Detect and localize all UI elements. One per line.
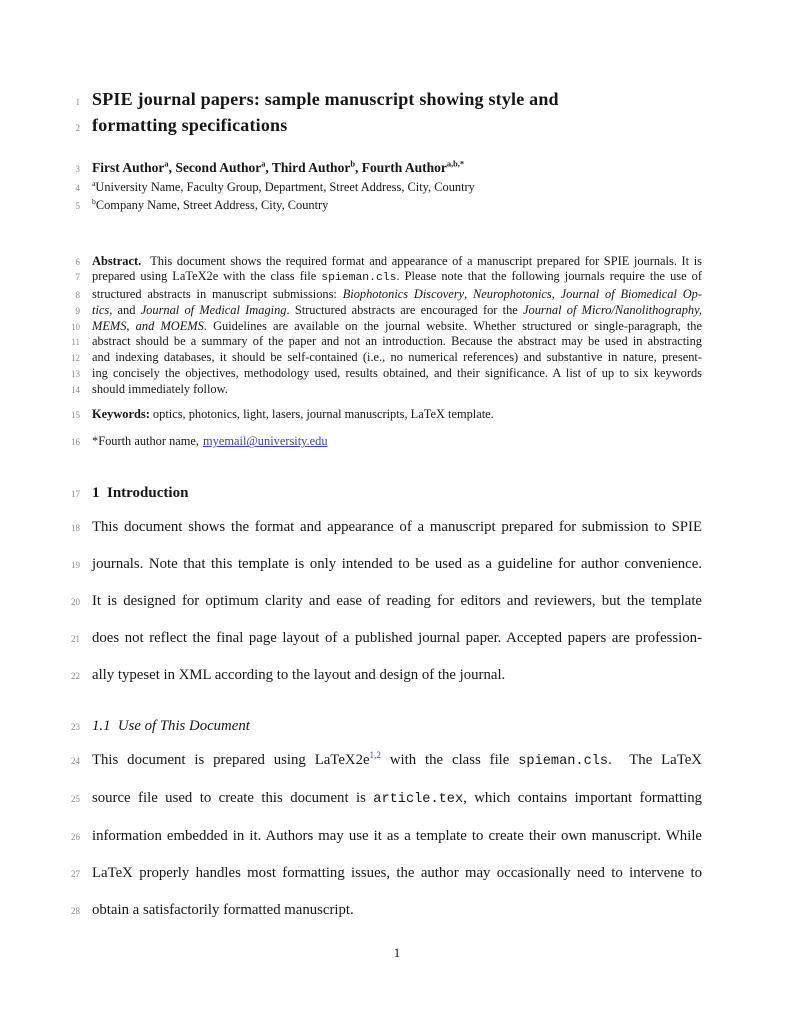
text-segment: LaTeX properly handles most formatting issues, the author may occasionally need to intervene to (92, 865, 702, 882)
text-segment: tics (92, 302, 110, 317)
manuscript-line-19 (0, 546, 794, 583)
line-number: 14 (71, 384, 80, 395)
manuscript-line-11 (0, 334, 794, 350)
line-text (80, 742, 702, 780)
line-number: 6 (75, 256, 80, 267)
manuscript-line-23 (0, 716, 794, 736)
text-segment: SPIE journal papers: sample manuscript showing style and (92, 89, 559, 109)
text-segment: 1.1 Use of This Document (92, 718, 250, 735)
text-segment: , and (109, 302, 141, 317)
text-segment: , (464, 287, 474, 302)
line-text (80, 483, 702, 503)
line-number: 26 (71, 832, 80, 843)
text-segment: spieman.cls (321, 272, 397, 285)
manuscript-line-24 (0, 742, 794, 780)
line-text (80, 818, 702, 855)
line-number: 15 (71, 409, 80, 420)
text-segment: information embedded in it. Authors may use it as a template to create their own manuscript. While (92, 828, 702, 845)
text-segment: b (350, 159, 355, 169)
text-segment: University Name, Faculty Group, Department, Street Address, City, Country (95, 179, 475, 194)
line-number: 19 (71, 560, 80, 571)
manuscript-line-22 (0, 657, 794, 694)
email-link[interactable]: myemail@university.edu (203, 434, 328, 449)
manuscript-line-3 (0, 159, 794, 178)
manuscript-line-14 (0, 382, 794, 398)
line-text (80, 407, 702, 423)
text-segment: 1 Introduction (92, 485, 189, 502)
text-segment: formatting specifications (92, 115, 288, 135)
text-segment: obtain a satisfactorily formatted manuscript. (92, 902, 354, 919)
text-segment: . Please note that the following journals require the use of (396, 269, 702, 284)
text-segment: It is designed for optimum clarity and ease of reading for editors and reviewers, but the template (92, 593, 702, 610)
line-text (80, 287, 702, 303)
text-segment: , Fourth Author (354, 160, 447, 175)
manuscript-line-26 (0, 818, 794, 855)
text-segment: structured abstracts in manuscript submissions: (92, 287, 343, 302)
line-number: 8 (75, 290, 80, 301)
manuscript-line-1 (0, 86, 794, 112)
text-segment: optics, photonics, light, lasers, journal manuscripts, LaTeX template. (149, 406, 494, 421)
text-segment: . The LaTeX (608, 752, 702, 769)
manuscript-line-5 (0, 196, 794, 214)
line-number: 22 (71, 671, 80, 682)
text-segment: a (92, 178, 96, 188)
manuscript-line-10 (0, 319, 794, 335)
text-segment: a,b,* (446, 159, 465, 169)
line-number: 7 (75, 272, 80, 283)
line-text (80, 269, 702, 287)
line-number: 20 (71, 597, 80, 608)
text-segment: ally typeset in XML according to the layout and design of the journal. (92, 667, 506, 684)
line-text (80, 780, 702, 818)
line-text (80, 112, 702, 138)
line-number: 5 (75, 200, 80, 211)
line-text (80, 855, 702, 892)
manuscript-line-8 (0, 287, 794, 303)
text-segment: a (261, 159, 266, 169)
text-segment: does not reflect the final page layout of a published journal paper. Accepted papers are profession- (92, 630, 702, 647)
line-text (80, 509, 702, 546)
manuscript-line-16 (0, 434, 794, 450)
text-segment: This document shows the format and appearance of a manuscript prepared for submission to SPIE (92, 519, 702, 536)
text-segment: Journal of Medical Imaging (140, 302, 287, 317)
line-number: 2 (75, 123, 80, 133)
line-number: 23 (71, 722, 80, 733)
text-segment: a (164, 159, 169, 169)
text-segment: , (551, 287, 561, 302)
line-text (80, 583, 702, 620)
line-text (80, 546, 702, 583)
manuscript-line-25 (0, 780, 794, 818)
manuscript-line-27 (0, 855, 794, 892)
line-text (80, 178, 702, 196)
manuscript-line-4 (0, 178, 794, 196)
line-text (80, 382, 702, 398)
line-text (80, 366, 702, 382)
line-number: 3 (75, 164, 80, 174)
manuscript-line-18 (0, 509, 794, 546)
text-segment: . Guidelines are available on the journal website. Whether structured or single-paragraph, the (203, 318, 702, 333)
line-number: 4 (75, 182, 80, 193)
line-text (80, 334, 702, 350)
line-number: 9 (75, 305, 80, 316)
manuscript-line-12 (0, 350, 794, 366)
line-number: 17 (71, 489, 80, 500)
manuscript-line-15 (0, 407, 794, 423)
manuscript-line-2 (0, 112, 794, 138)
page-number: 1 (393, 945, 401, 961)
text-segment: MEMS, and MOEMS (92, 318, 204, 333)
line-number: 27 (71, 869, 80, 880)
line-text (80, 303, 702, 319)
text-segment: Journal of Micro/Nanolithography, (523, 302, 703, 317)
text-segment: Journal of Biomedical Op- (560, 287, 702, 302)
line-number: 25 (71, 794, 80, 805)
text-segment: Neurophotonics (473, 287, 552, 302)
text-segment: First Author (92, 160, 165, 175)
manuscript-line-20 (0, 583, 794, 620)
text-segment: This document is prepared using LaTeX2e (92, 752, 370, 769)
line-number: 16 (71, 437, 80, 448)
line-text (80, 350, 702, 366)
text-segment: prepared using LaTeX2e with the class file (92, 269, 322, 284)
text-segment: . Structured abstracts are encouraged for the (286, 302, 524, 317)
text-segment: *Fourth author name, (92, 434, 200, 449)
manuscript-line-9 (0, 303, 794, 319)
text-segment: This document shows the required format and appearance of a manuscript prepared for SPIE journals. It is (141, 253, 702, 268)
manuscript-line-13 (0, 366, 794, 382)
text-segment: article.tex (373, 792, 464, 808)
line-number: 18 (71, 523, 80, 534)
line-text (80, 196, 702, 214)
line-number: 21 (71, 634, 80, 645)
line-number: 28 (71, 906, 80, 917)
manuscript-line-28 (0, 892, 794, 929)
citation-link[interactable]: 1,2 (369, 750, 381, 761)
line-text (80, 620, 702, 657)
line-text (80, 159, 702, 178)
line-number: 24 (71, 756, 80, 767)
text-segment: spieman.cls (518, 754, 609, 770)
line-text (80, 892, 702, 929)
line-text (80, 254, 702, 270)
text-segment: with the class file (381, 752, 519, 769)
text-segment: Biophotonics Discovery (342, 287, 465, 302)
manuscript-line-7 (0, 269, 794, 287)
manuscript-lines (0, 86, 794, 929)
text-segment: and indexing databases, it should be self-contained (i.e., no numerical references) and substantive in nature, present- (92, 350, 702, 365)
manuscript-line-6 (0, 254, 794, 270)
text-segment: , Second Author (168, 160, 262, 175)
text-segment: should immediately follow. (92, 381, 228, 396)
line-text (80, 434, 702, 450)
text-segment: Keywords: (92, 406, 150, 421)
line-number: 1 (75, 97, 80, 107)
text-segment: ing concisely the objectives, methodology used, results obtained, and their significance. A list of up to six keywords (92, 366, 702, 381)
text-segment: journals. Note that this template is only intended to be used as a guideline for author convenience. (92, 556, 702, 573)
line-text (80, 657, 702, 694)
text-segment: b (92, 196, 96, 206)
line-text (80, 319, 702, 335)
text-segment: Company Name, Street Address, City, Country (95, 197, 329, 212)
line-text (80, 86, 702, 112)
text-segment: , which contains important formatting (463, 790, 702, 807)
line-number: 12 (71, 353, 80, 364)
manuscript-line-17 (0, 483, 794, 503)
line-number: 11 (71, 337, 80, 348)
text-segment: source file used to create this document is (92, 790, 374, 807)
text-segment: abstract should be a summary of the paper and not an introduction. Because the abstract may be used in abstracting (92, 334, 702, 349)
text-segment: , Third Author (265, 160, 351, 175)
line-number: 10 (71, 321, 80, 332)
text-segment: Abstract. (92, 253, 142, 268)
manuscript-line-21 (0, 620, 794, 657)
line-number: 13 (71, 369, 80, 380)
line-text (80, 716, 702, 736)
